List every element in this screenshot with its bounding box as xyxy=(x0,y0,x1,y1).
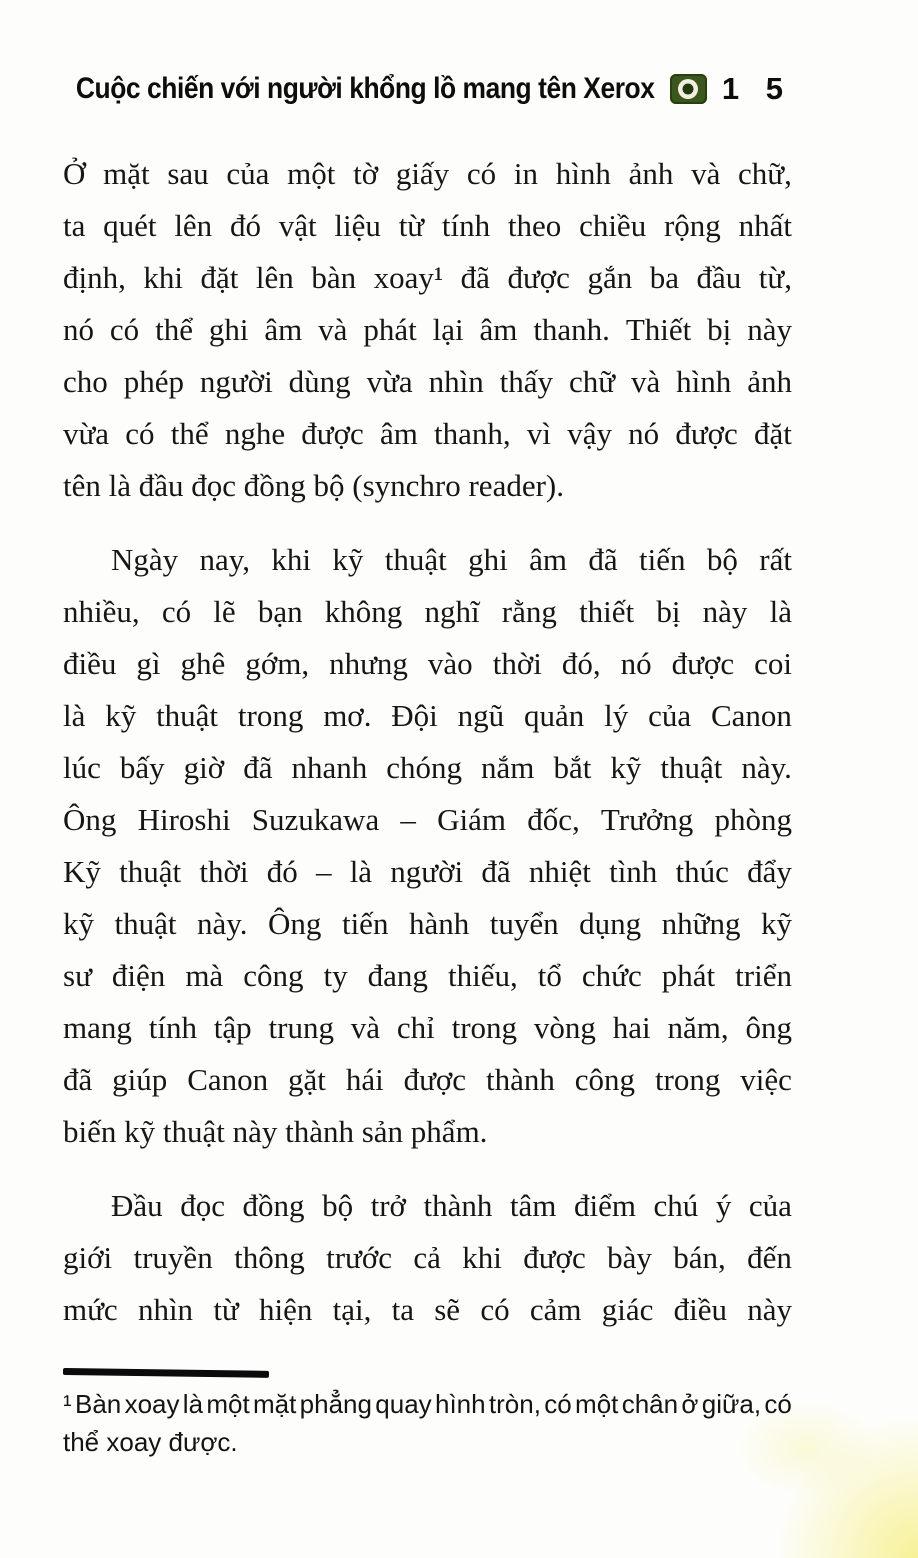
text-line: là kỹ thuật trong mơ. Đội ngũ quản lý của Canon xyxy=(63,698,792,733)
footnote-rule xyxy=(63,1368,269,1378)
camera-icon xyxy=(670,74,707,104)
text-line: đã giúp Canon gặt hái được thành công trong việc xyxy=(63,1062,792,1097)
text-line: sư điện mà công ty đang thiếu, tổ chức phát triển xyxy=(63,958,792,993)
text-line: kỹ thuật này. Ông tiến hành tuyển dụng những kỹ xyxy=(63,906,792,941)
text-line: định, khi đặt lên bàn xoay¹ đã được gắn ba đầu từ, xyxy=(63,260,792,295)
text-line: nhiều, có lẽ bạn không nghĩ rằng thiết bị này là xyxy=(63,594,792,629)
text-line: ta quét lên đó vật liệu từ tính theo chiều rộng nhất xyxy=(63,208,792,243)
body-text xyxy=(63,148,792,1336)
text-line: ¹ Bàn xoay là một mặt phẳng quay hình tròn, có một chân ở giữa, có xyxy=(63,1389,792,1419)
text-line: mang tính tập trung và chỉ trong vòng hai năm, ông xyxy=(63,1010,792,1045)
text-line: nó có thể ghi âm và phát lại âm thanh. Thiết bị này xyxy=(63,312,792,347)
footnote xyxy=(63,1368,792,1461)
page-number: 1 5 xyxy=(721,71,792,106)
running-head xyxy=(0,68,792,110)
footnote-text xyxy=(63,1385,792,1461)
text-line: Ở mặt sau của một tờ giấy có in hình ảnh và chữ, xyxy=(63,156,792,191)
text-line: biến kỹ thuật này thành sản phẩm. xyxy=(63,1114,488,1149)
paragraph xyxy=(63,1180,792,1336)
text-line: tên là đầu đọc đồng bộ (synchro reader). xyxy=(63,468,564,503)
text-line: cho phép người dùng vừa nhìn thấy chữ và hình ảnh xyxy=(63,364,792,399)
text-line: mức nhìn từ hiện tại, ta sẽ có cảm giác điều này xyxy=(63,1292,792,1327)
text-line: giới truyền thông trước cả khi được bày bán, đến xyxy=(63,1240,792,1275)
chapter-title: Cuộc chiến với người khổng lồ mang tên Xerox xyxy=(76,72,655,105)
paragraph xyxy=(63,534,792,1158)
text-line: Đầu đọc đồng bộ trở thành tâm điểm chú ý của xyxy=(111,1188,792,1223)
text-line: Ông Hiroshi Suzukawa – Giám đốc, Trưởng phòng xyxy=(63,802,792,837)
text-line: thể xoay được. xyxy=(63,1427,238,1457)
text-line: Ngày nay, khi kỹ thuật ghi âm đã tiến bộ rất xyxy=(111,542,792,577)
paragraph xyxy=(63,148,792,512)
text-line: điều gì ghê gớm, nhưng vào thời đó, nó được coi xyxy=(63,646,792,681)
text-line: vừa có thể nghe được âm thanh, vì vậy nó được đặt xyxy=(63,416,792,451)
text-line: lúc bấy giờ đã nhanh chóng nắm bắt kỹ thuật này. xyxy=(63,750,792,785)
text-line: Kỹ thuật thời đó – là người đã nhiệt tình thúc đẩy xyxy=(63,854,792,889)
